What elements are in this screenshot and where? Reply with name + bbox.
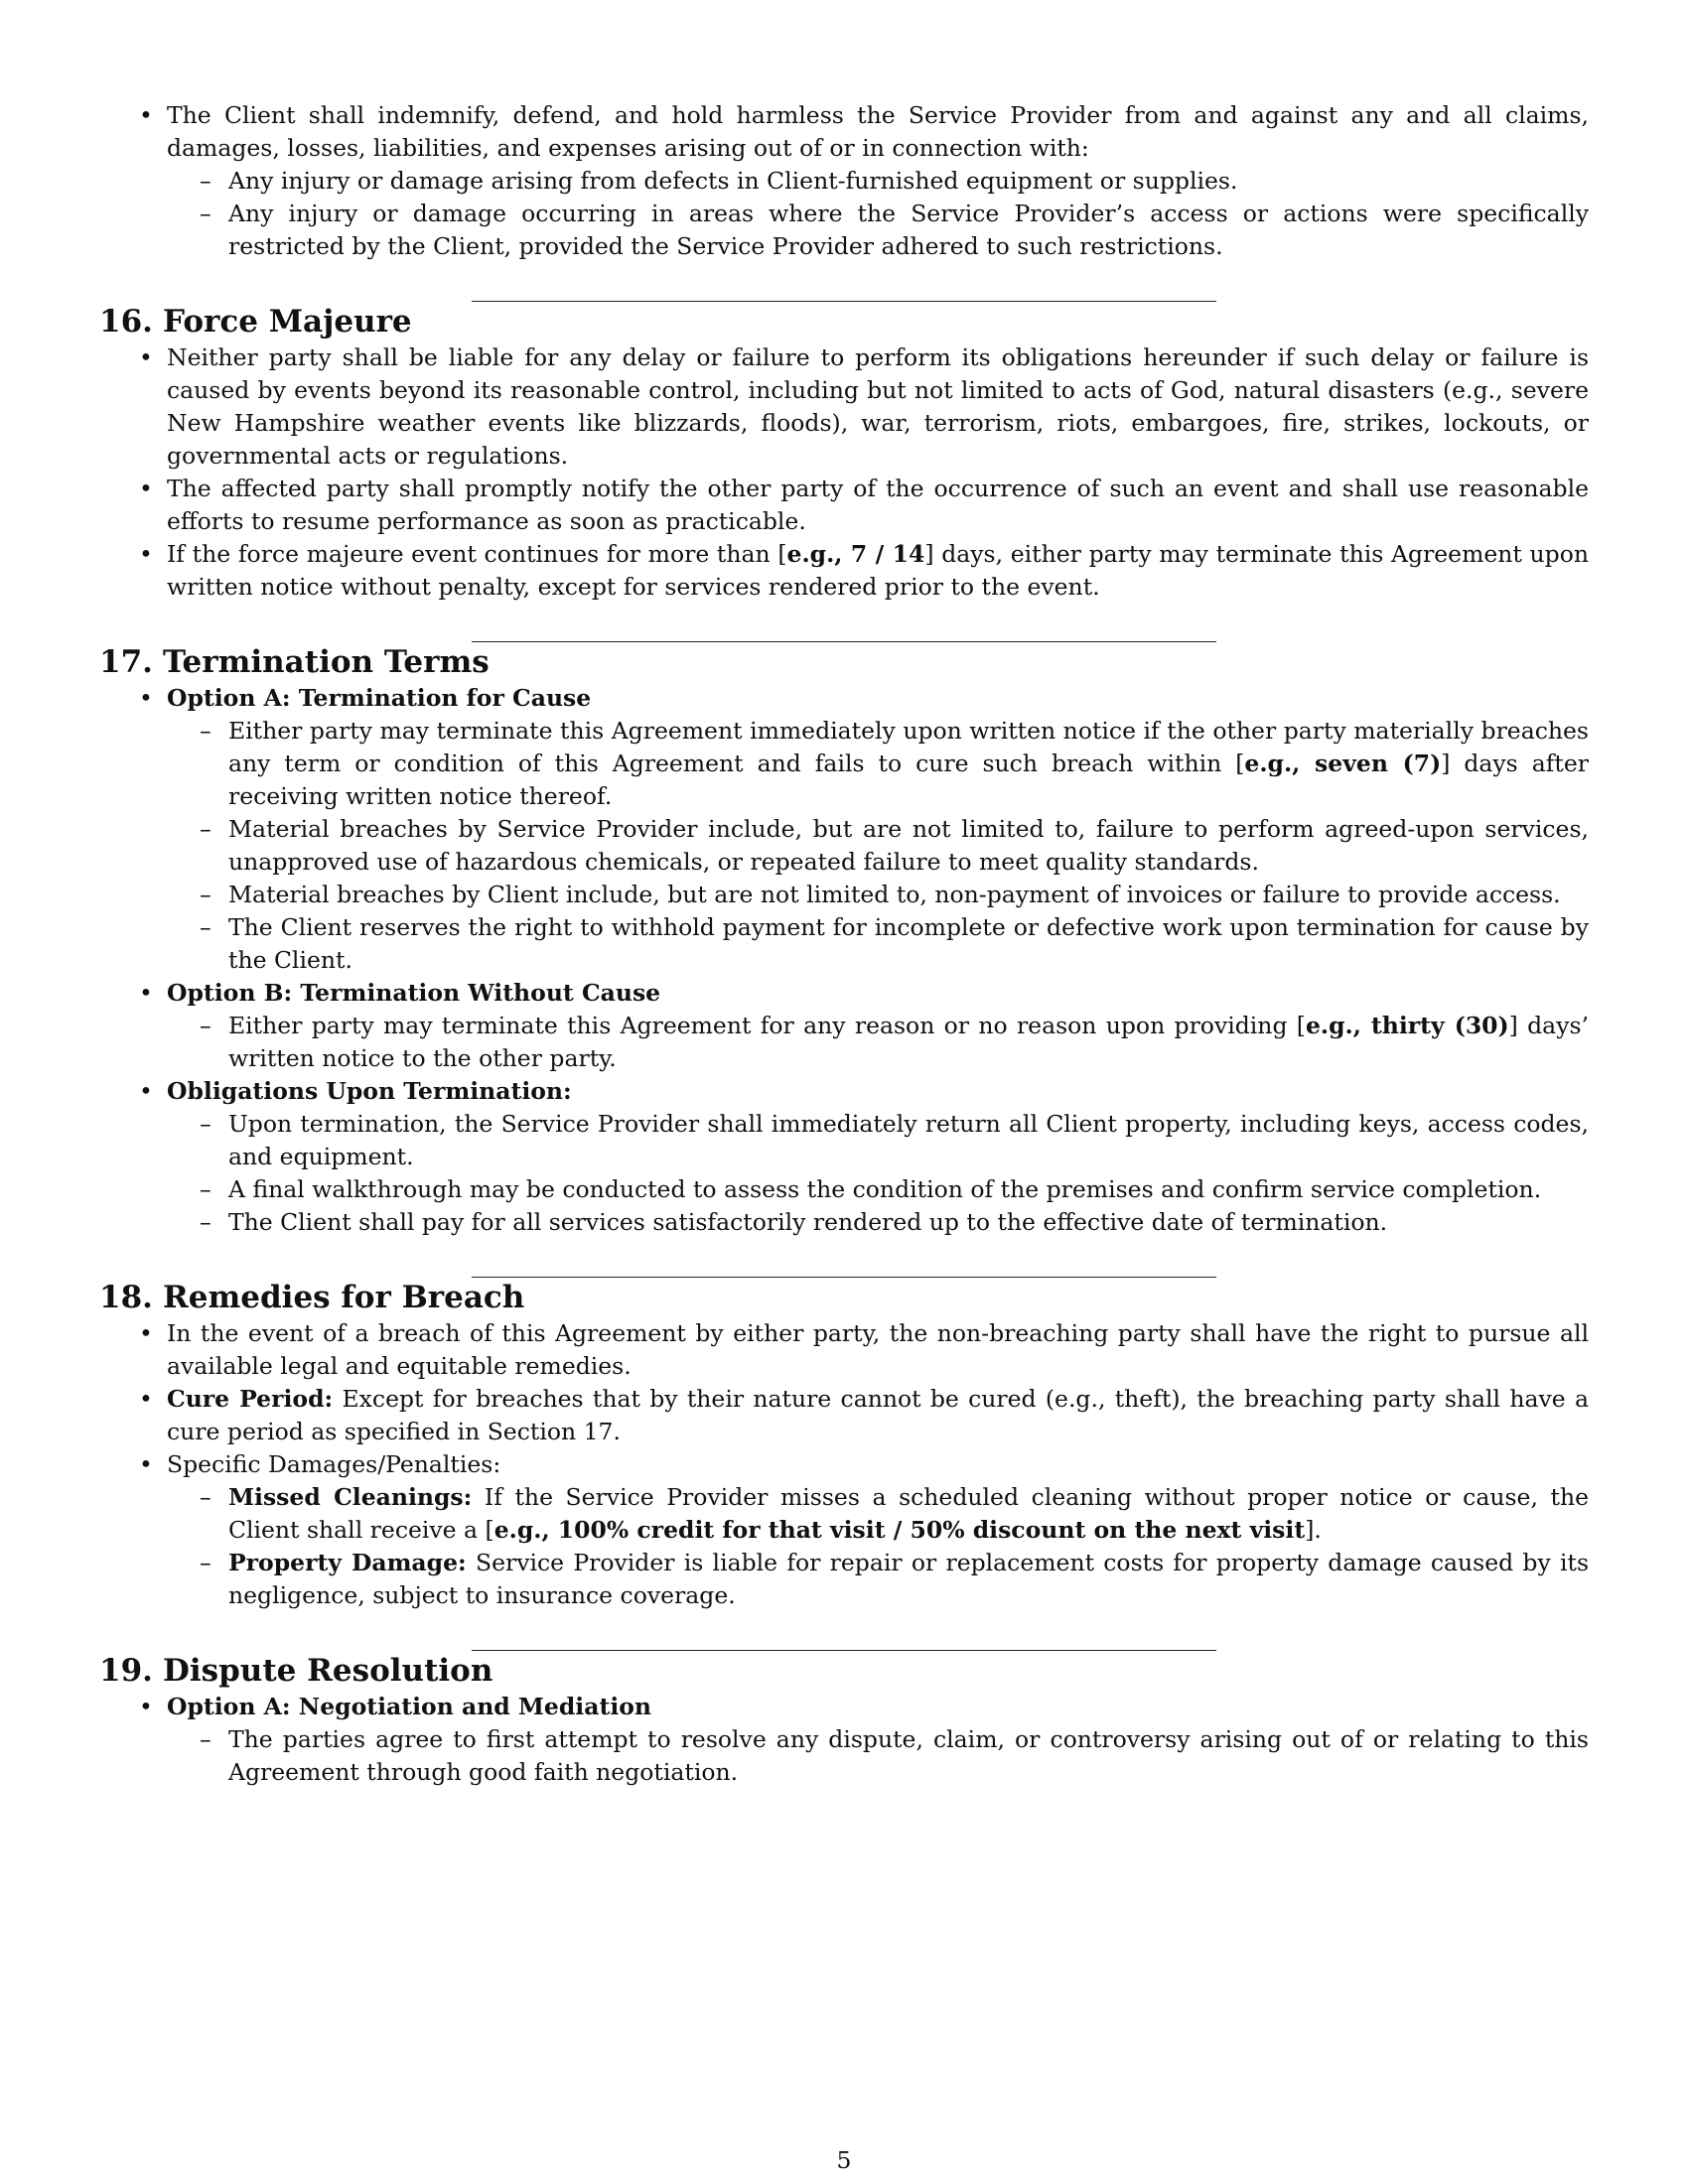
list-item	[99, 977, 1589, 1075]
page-number: 5	[836, 2146, 852, 2174]
indemnity-sublist	[167, 165, 1589, 263]
force-majeure-list	[99, 341, 1589, 604]
clause-text-part: If the force majeure event continues for more than [	[167, 540, 787, 568]
list-item	[167, 1547, 1589, 1612]
clause-text: The parties agree to first attempt to resolve any dispute, claim, or controversy arising out of or relating to this Agreement through good faith negotiation.	[228, 1725, 1589, 1786]
dash-icon: –	[200, 1725, 211, 1753]
clause-text: Specific Damages/Penalties:	[167, 1450, 501, 1478]
clause-text-part: Service Provider is liable for repair or replacement costs for property damage caused by its negligence, subject to insurance coverage.	[228, 1549, 1590, 1609]
section-title: Dispute Resolution	[163, 1653, 493, 1689]
option-label	[167, 1075, 1589, 1108]
dispute-list	[99, 1691, 1589, 1789]
indemnity-item: Any injury or damage occurring in areas where the Service Provider’s access or actions were specifically restricted by the Client, provided the Service Provider adhered to such restrictions.	[228, 200, 1589, 260]
bullet-icon: •	[139, 1319, 153, 1347]
clause-text: The Client reserves the right to withhold payment for incomplete or defective work upon termination for cause by the Client.	[228, 913, 1589, 974]
section-title: Remedies for Breach	[163, 1280, 525, 1315]
dash-icon: –	[200, 1208, 211, 1236]
section-number: 19.	[99, 1653, 153, 1689]
clause-text-part: If the Service Provider misses a scheduled cleaning without proper notice or cause, the Client shall receive a [	[228, 1483, 1589, 1544]
clause-text-part: ] days, either party may terminate this Agreement upon written notice without penalty, except for services rendered prior to the event.	[167, 540, 1589, 601]
clause-text	[228, 1481, 1589, 1547]
bullet-icon: •	[139, 475, 153, 502]
list-item	[167, 1723, 1589, 1789]
section-number: 18.	[99, 1280, 153, 1315]
option-title: Option B: Termination Without Cause	[167, 979, 661, 1007]
list-item	[99, 1448, 1589, 1612]
dash-icon: –	[200, 167, 211, 195]
indemnity-item: Any injury or damage arising from defects in Client-furnished equipment or supplies.	[228, 167, 1238, 195]
clause-text-part: Either party may terminate this Agreement immediately upon written notice if the other party materially breaches any term or condition of this Agreement and fails to cure such breach within [	[228, 717, 1589, 777]
clause-text: Neither party shall be liable for any delay or failure to perform its obligations hereunder if such delay or failure is caused by events beyond its reasonable control, including but not limited to acts of God, natural disasters (e.g., severe New Hampshire weather events like blizzards, floods), war, terrorism, riots, embargoes, fire, strikes, lockouts, or governmental acts or regulations.	[167, 343, 1589, 470]
list-item	[167, 715, 1589, 813]
option-label	[167, 977, 1589, 1010]
clause-text: The affected party shall promptly notify the other party of the occurrence of such an event and shall use reasonable efforts to resume performance as soon as practicable.	[167, 475, 1589, 535]
bullet-icon: •	[139, 979, 153, 1007]
bullet-icon: •	[139, 1450, 153, 1478]
dash-icon: –	[200, 1175, 211, 1203]
list-item	[99, 99, 1589, 263]
placeholder-value: e.g., 100% credit for that visit / 50% discount on the next visit	[493, 1516, 1306, 1544]
dash-icon: –	[200, 1012, 211, 1039]
dispute-sublist	[167, 1723, 1589, 1789]
section-heading-19	[99, 1651, 1589, 1691]
placeholder-value: e.g., seven (7)	[1244, 750, 1442, 777]
list-item	[99, 1075, 1589, 1239]
term-label: Missed Cleanings:	[228, 1483, 473, 1511]
bullet-icon: •	[139, 540, 153, 568]
placeholder-value: e.g., thirty (30)	[1305, 1012, 1509, 1039]
section-heading-16	[99, 302, 1589, 341]
section-number: 16.	[99, 304, 153, 340]
clause-text-part: ] days’ written notice to the other party.	[228, 1012, 1589, 1072]
clause-text: In the event of a breach of this Agreement by either party, the non-breaching party shall have the right to pursue all available legal and equitable remedies.	[167, 1319, 1589, 1380]
indemnity-intro: The Client shall indemnify, defend, and hold harmless the Service Provider from and against any and all claims, damages, losses, liabilities, and expenses arising out of or in connection with:	[167, 101, 1589, 162]
dash-icon: –	[200, 717, 211, 745]
section-heading-17	[99, 642, 1589, 682]
dash-icon: –	[200, 1483, 211, 1511]
dash-icon: –	[200, 1110, 211, 1138]
damages-sublist	[167, 1481, 1589, 1612]
list-item	[99, 473, 1589, 538]
option-title: Option A: Termination for Cause	[167, 684, 592, 712]
clause-text	[228, 715, 1589, 813]
term-label: Property Damage:	[228, 1549, 467, 1576]
remedies-list	[99, 1317, 1589, 1612]
option-title: Obligations Upon Termination:	[167, 1077, 572, 1105]
placeholder-value: e.g., 7 / 14	[786, 540, 925, 568]
dash-icon: –	[200, 200, 211, 227]
clause-text-part: Except for breaches that by their nature cannot be cured (e.g., theft), the breaching party shall have a cure period as specified in Section 17.	[167, 1385, 1589, 1445]
bullet-icon: •	[139, 1693, 153, 1720]
list-item	[167, 1108, 1589, 1173]
list-item	[167, 1481, 1589, 1547]
dash-icon: –	[200, 881, 211, 908]
list-item	[99, 1691, 1589, 1789]
dash-icon: –	[200, 1549, 211, 1576]
list-item	[167, 1010, 1589, 1075]
bullet-icon: •	[139, 684, 153, 712]
indemnity-list	[99, 99, 1589, 263]
clause-text: Material breaches by Service Provider include, but are not limited to, failure to perform agreed-upon services, unapproved use of hazardous chemicals, or repeated failure to meet quality standards.	[228, 815, 1589, 876]
option-a-sublist	[167, 715, 1589, 977]
clause-text: The Client shall pay for all services satisfactorily rendered up to the effective date of termination.	[228, 1208, 1388, 1236]
term-label: Cure Period:	[167, 1385, 334, 1413]
clause-text-part: ] days after receiving written notice thereof.	[228, 750, 1589, 810]
list-item	[99, 1317, 1589, 1383]
list-item	[167, 879, 1589, 911]
dash-icon: –	[200, 815, 211, 843]
clause-text-part: ].	[1305, 1516, 1322, 1544]
clause-text: Upon termination, the Service Provider shall immediately return all Client property, including keys, access codes, and equipment.	[228, 1110, 1589, 1170]
section-heading-18	[99, 1278, 1589, 1317]
list-item	[99, 682, 1589, 977]
list-item	[167, 911, 1589, 977]
clause-text	[167, 538, 1589, 604]
list-item	[167, 813, 1589, 879]
option-label	[167, 1691, 1589, 1723]
section-title: Termination Terms	[163, 644, 490, 680]
bullet-icon: •	[139, 1077, 153, 1105]
termination-list	[99, 682, 1589, 1239]
list-item	[99, 341, 1589, 473]
option-label	[167, 682, 1589, 715]
clause-text: A final walkthrough may be conducted to assess the condition of the premises and confirm service completion.	[228, 1175, 1542, 1203]
dash-icon: –	[200, 913, 211, 941]
bullet-icon: •	[139, 343, 153, 371]
clause-text	[228, 1547, 1589, 1612]
option-b-sublist	[167, 1010, 1589, 1075]
obligations-sublist	[167, 1108, 1589, 1239]
list-item	[167, 1206, 1589, 1239]
clause-text: Material breaches by Client include, but are not limited to, non-payment of invoices or failure to provide access.	[228, 881, 1561, 908]
list-item	[167, 1173, 1589, 1206]
section-number: 17.	[99, 644, 153, 680]
bullet-icon: •	[139, 101, 153, 129]
document-body	[99, 99, 1589, 1789]
list-item	[167, 198, 1589, 263]
list-item	[99, 1383, 1589, 1448]
clause-text	[228, 1010, 1589, 1075]
section-title: Force Majeure	[163, 304, 412, 340]
bullet-icon: •	[139, 1385, 153, 1413]
clause-text	[167, 1383, 1589, 1448]
option-title: Option A: Negotiation and Mediation	[167, 1693, 652, 1720]
list-item	[99, 538, 1589, 604]
clause-text-part: Either party may terminate this Agreement for any reason or no reason upon providing [	[228, 1012, 1306, 1039]
list-item	[167, 165, 1589, 198]
